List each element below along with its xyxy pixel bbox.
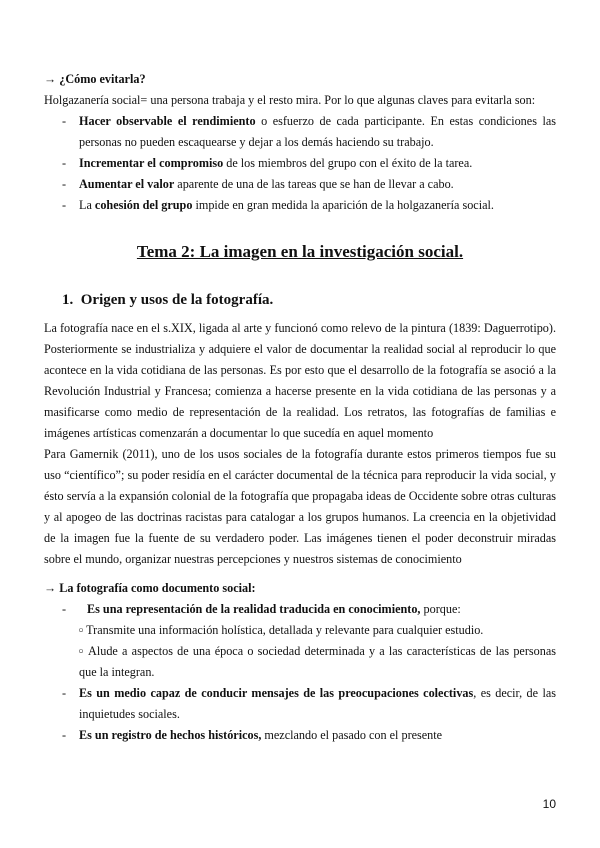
dash-bullet: - — [62, 602, 67, 616]
section-body — [44, 318, 556, 570]
how-to-avoid-intro: Holgazanería social= una persona trabaja y el resto mira. Por lo que algunas claves para evitarla son: — [44, 93, 536, 107]
item-prefix: La — [79, 198, 95, 212]
how-to-avoid-heading: → ¿Cómo evitarla? — [44, 72, 146, 86]
item-text: impide en gran medida la aparición de la holgazanería social. — [192, 198, 494, 212]
topic-title: Tema 2: La imagen en la investigación social. — [136, 242, 464, 261]
social-document-section — [44, 578, 556, 746]
page-number: 10 — [542, 797, 556, 811]
social-document-heading: → La fotografía como documento social: — [44, 581, 256, 595]
paragraph: Para Gamernik (2011), uno de los usos sociales de la fotografía durante estos primeros tiempos fue su uso “científico”; su poder residía en el carácter documental de la técnica para reproducir la vida social, y ésto servía a la expansión colonial de la fotografía que propagaba ideas de Occidente sobre otras culturas y al apogeo de las doctrinas racistas para catalogar a los grupos humanos. La creencia en la objetividad de la imagen fue la fuente de su verdadero poder. Las imágenes tienen el poder deconstruir miradas sobre el mundo, organizar nuestras percepciones y nuestros sistemas de conocimiento — [44, 447, 556, 566]
social-document-list — [44, 599, 556, 620]
sub-item: ▫ Transmite una información holística, detallada y relevante para cualquier estudio. — [79, 623, 484, 637]
list-item — [44, 725, 556, 746]
bold-term: Aumentar el valor — [79, 177, 175, 191]
avoid-list — [44, 111, 556, 216]
item-text: porque: — [420, 602, 461, 616]
list-item — [44, 599, 556, 620]
how-to-avoid-section — [44, 69, 556, 216]
item-text: , es decir, de las inquietudes sociales. — [79, 686, 556, 721]
section-title: Origen y usos de la fotografía. — [80, 292, 274, 308]
section-heading — [62, 289, 273, 311]
list-item — [44, 683, 556, 725]
bold-term: Es un medio capaz de conducir mensajes de las preocupaciones colectivas — [79, 686, 474, 700]
item-text: de los miembros del grupo con el éxito de la tarea. — [223, 156, 473, 170]
bold-term: Es un registro de hechos históricos, — [79, 728, 262, 742]
paragraph: La fotografía nace en el s.XIX, ligada al arte y funcionó como relevo de la pintura (1839: Daguerrotipo). Posteriormente se industrializa y adquiere el valor de documentar la realidad social al reproducir lo que acontece en la vida cotidiana de las personas. Es por esto que el desarrollo de la fotografía se asoció a la Revolución Industrial y Francesa; comienza a hacerse presente en la vida cotidiana de las personas y a masificarse como medio de representación de la realidad. Los retratos, las fotografías de familias e imágenes artísticas comenzarán a documentar lo que sucedía en aquel momento — [44, 321, 556, 440]
bold-term: Es una representación de la realidad traducida en conocimiento, — [87, 602, 421, 616]
bold-term: Hacer observable el rendimiento — [79, 114, 256, 128]
dash-bullet: - — [62, 156, 67, 170]
dash-bullet: - — [62, 114, 67, 128]
dash-bullet: - — [62, 728, 67, 742]
social-document-list-cont — [44, 683, 556, 746]
dash-bullet: - — [62, 686, 67, 700]
section-number: 1. — [62, 292, 74, 308]
dash-bullet: - — [62, 198, 67, 212]
item-text: aparente de una de las tareas que se han de llevar a cabo. — [174, 177, 454, 191]
bold-term: cohesión del grupo — [94, 198, 193, 212]
item-text: o esfuerzo de cada participante. En estas condiciones las personas no pueden escaquearse y dejar a los demás haciendo su trabajo. — [79, 114, 556, 149]
item-text: mezclando el pasado con el presente — [261, 728, 443, 742]
list-item — [44, 174, 556, 195]
list-item — [44, 111, 556, 153]
bold-term: Incrementar el compromiso — [79, 156, 224, 170]
sub-item: ▫ Alude a aspectos de una época o sociedad determinada y a las características de las personas que la integran. — [79, 644, 556, 679]
list-item — [44, 195, 556, 216]
dash-bullet: - — [62, 177, 67, 191]
list-item — [44, 153, 556, 174]
